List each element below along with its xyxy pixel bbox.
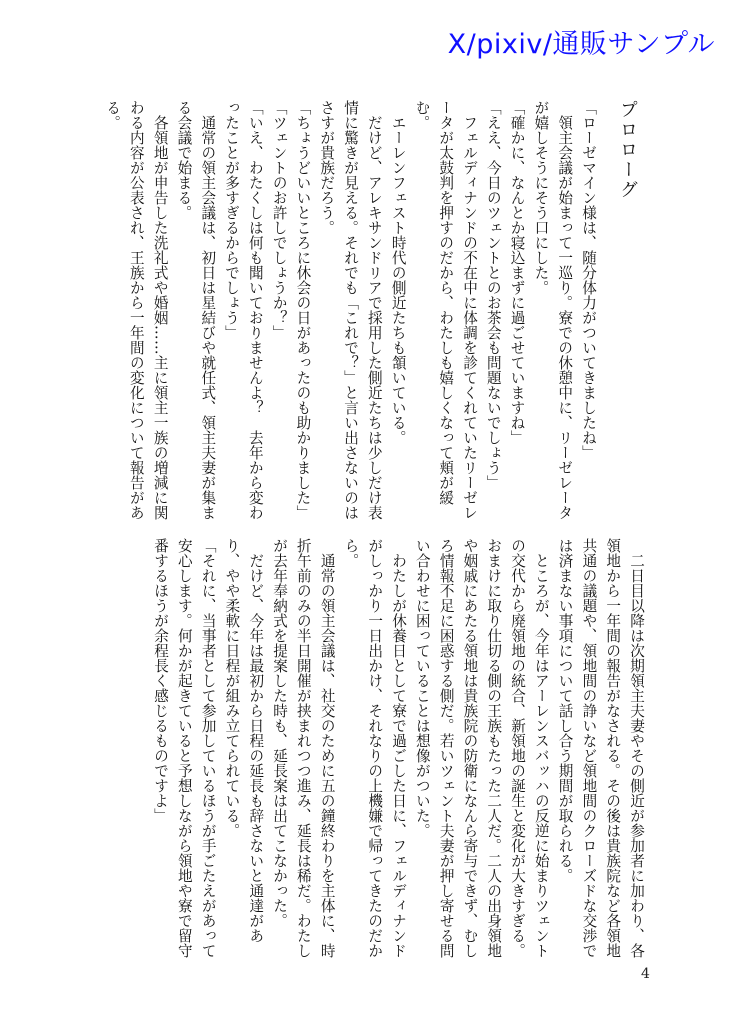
paragraph: 「確かに、なんとか寝込まずに過ごせていますね」 (508, 100, 526, 445)
paragraph: 領主会議が始まって一巡り。寮での休憩中に、リーゼレータが嬉しそうにそう口にした。 (532, 100, 574, 520)
page-title: プロローグ (617, 100, 638, 200)
paragraph: 「いえ、わたくしは何も聞いておりませんよ？ 去年から変わったことが多すぎるからでしょう」 (223, 100, 264, 520)
page-number: 4 (641, 966, 650, 982)
paragraph: 「ええ、今日のツェントとのお茶会も問題ないでしょう」 (484, 100, 502, 490)
paragraph: 「ちょうどいいところに休会の日があったのも助かりました」 (294, 100, 312, 520)
paragraph: 「ローゼマイン様は、随分体力がついてきましたね」 (580, 100, 597, 460)
watermark: X/pixiv/通販サンプル (447, 29, 715, 60)
paragraph: ところが、今年はアーレンスバッハの反逆に始まりツェントの交代から廃領地の統合、新領地の誕生と変化が大きすぎる。おまけに取り仕切る側の王族もたった二人だ。二人の出身領地や姻戚にあたる領地は貴族院の防衛になんら寄与できず、むしろ情報不足に困惑する側だ。若いツェント夫妻が押し寄せる問い合わせに困っていることは想像がついた。 (413, 538, 550, 958)
paragraph: 「ツェントのお許しでしょうか？」 (270, 100, 288, 340)
paragraph: 各領地が申告した洗礼式や婚姻……主に領主一族の増減に関わる内容が公表され、王族から一年間の変化について報告がある。 (104, 100, 169, 520)
paragraph: だけど、今年は最初から日程の延長も辞さないと通達があり、やや柔軟に日程が組み立てられている。 (223, 538, 265, 943)
paragraph: 「それに、当事者として参加しているほうが手ごたえがあって安心します。何かが起きていると予想しながら領地や寮で留守番するほうが余程長く感じるものですよ」 (152, 538, 217, 958)
paragraph: 通常の領主会議は、初日は星結びや就任式、領主夫妻が集まる会議で始まる。 (175, 100, 217, 520)
paragraph: フェルディナンドの不在中に体調を診てくれていたリーゼレータが太鼓判を押すのだから、わたしも嬉しくなって頬が緩む。 (413, 100, 479, 520)
paragraph: だけど、アレキサンドリアで採用した側近たちは少しだけ表情に驚きが見える。それでも「これで？」と言い出さないのはさすが貴族だろう。 (318, 100, 383, 520)
paragraph: 通常の領主会議は、社交のために五の鐘終わりを主体に、時折午前のみの半日開催が挟まれつつ進み、延長は稀だ。わたしが去年奉納式を提案した時も、延長案は出てこなかった。 (271, 538, 336, 958)
text-block-bottom (150, 538, 648, 958)
paragraph: エーレンフェスト時代の側近たちも頷いている。 (389, 100, 407, 445)
paragraph: 二日目以降は次期領主夫妻やその側近が参加者に加わり、各領地から一年間の報告がなされる。その後は貴族院など各領地共通の議題や、領地間の諍いなど領地間のクローズドな交渉では済まない事項について話し合う期間が取られる。 (556, 538, 645, 958)
text-block-top (104, 100, 600, 520)
paragraph: わたしが休養日として寮で過ごした日に、フェルディナンドがしっかり一日出かけ、それなりの上機嫌で帰ってきたのだから。 (342, 538, 408, 958)
